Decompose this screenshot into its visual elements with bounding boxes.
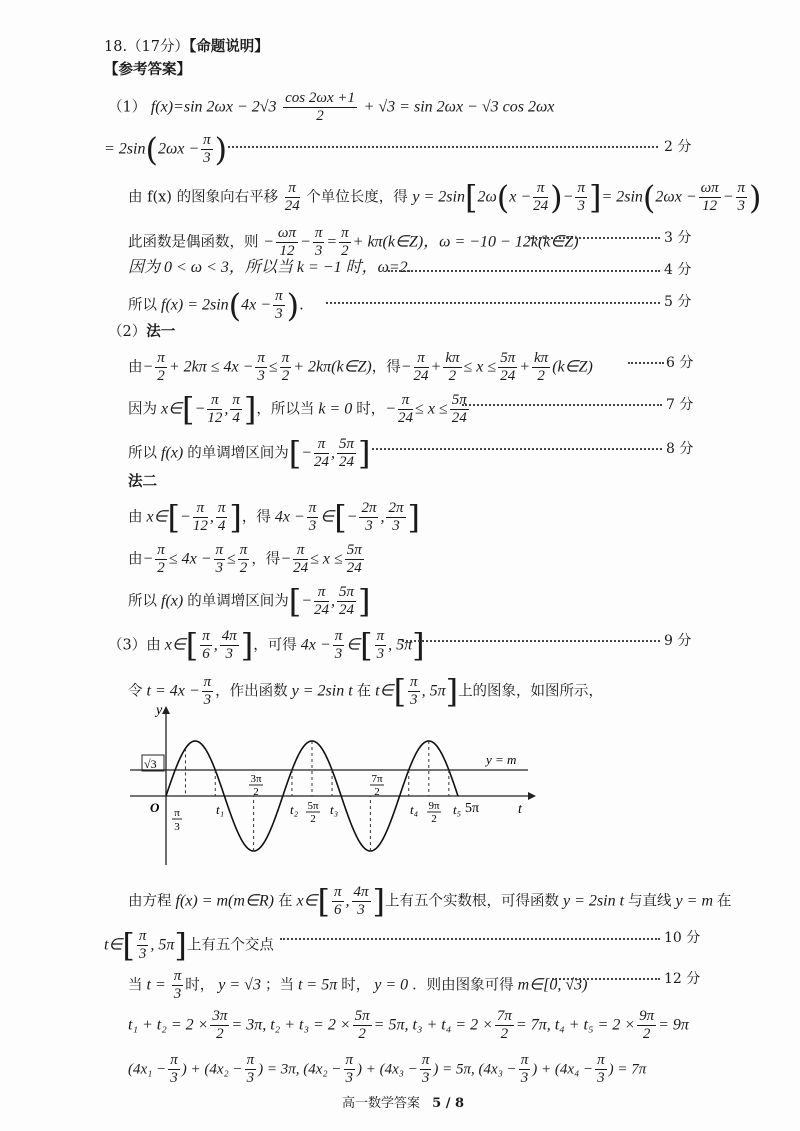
tick-t4: t₄ [410, 802, 419, 817]
line-y-m-label: y = m [486, 752, 517, 767]
tick-5pi2-den: 2 [310, 813, 316, 825]
t-axis-label: t [518, 802, 522, 817]
score-3: 3 分 [664, 230, 692, 246]
score-12: 12 分 [664, 971, 701, 987]
leader-dots [402, 640, 660, 642]
y-axis-arrow [162, 706, 170, 714]
part3-line2: 令 t = 4x − $\frac{\pi}{3}$ ，作出函数 y = 2sin t 在 t∈[ $\frac{\pi}{3}$ , 5π]上的图象，如图所示， [128, 672, 604, 711]
tick-t1: t₁ [216, 802, 225, 817]
part3-line7: (4x₁ − $\frac{\pi}{3}$ ) + (4x₂ − $\frac{\pi}{3}$ ) = 3π, (4x₂ − $\frac{\pi}{3}$ ) + (4x₃ − $\frac{\pi}{3}$ ) = 5π, (4x₃ − $\frac{\pi}{3}$ ) + (4x₄ − $\frac{\pi}{3}$ ) = 7π [128, 1052, 647, 1086]
origin-label: O [150, 800, 160, 815]
y-axis-label: y [156, 703, 163, 718]
part2-m1-line3: 所以 f(x) 的单调增区间为[− $\frac{\pi}{24}$ , $\frac{5\pi}{24}$ ] [128, 434, 371, 473]
score-7: 7 分 [666, 397, 694, 413]
part2-m1-line2: 因为 x∈[− $\frac{\pi}{12}$ , $\frac{\pi}{4}$ ]，所以当 k = 0 时，− $\frac{\pi}{24}$ ≤ x ≤ $\frac{5\pi}{24}$ [128, 390, 467, 429]
part3-line5: 当 t = $\frac{\pi}{3}$ 时， y = √3 ；当 t = 5π 时， y = 0 ．则由图象可得 m∈[0, √3) [128, 968, 588, 1002]
part1-result-line: 所以 f(x) = 2sin(4x − $\frac{\pi}{3}$ ). [128, 286, 304, 325]
leader-dots [552, 978, 660, 980]
part2-m2-line3: 所以 f(x) 的单调增区间为[− $\frac{\pi}{24}$ , $\frac{5\pi}{24}$ ] [128, 582, 371, 621]
leader-dots [280, 938, 660, 940]
part1-line1: （1） f(x)=sin 2ωx − 2√3 $\frac{\cos 2\omega x +1}{2}$ + √3 = sin 2ωx − √3 cos 2ωx [108, 90, 555, 124]
method2-heading: 法二 [128, 473, 157, 490]
score-5: 5 分 [664, 294, 692, 310]
t-axis-arrow [528, 792, 536, 800]
tick-3pi2-den: 2 [253, 786, 259, 798]
score-2: 2 分 [664, 139, 692, 155]
score-6: 6 分 [666, 355, 694, 371]
part1-line2: = 2sin(2ωx − $\frac{\pi}{3}$ ) [104, 130, 228, 169]
page-number: 5 / 8 [432, 1096, 465, 1111]
tick-9pi2: 9π [428, 800, 440, 812]
part2-m2-line1: 由 x∈[− $\frac{\pi}{12}$ , $\frac{\pi}{4}$ ]，得 4x − $\frac{\pi}{3}$ ∈[− $\frac{2\pi}{3}$ , $\frac{2\pi}{3}$ ] [128, 498, 420, 537]
tick-3pi2: 3π [250, 773, 262, 785]
leader-dots [228, 146, 658, 148]
leader-dots [326, 302, 660, 304]
part2-m1-line1: 由− $\frac{\pi}{2}$ + 2kπ ≤ 4x − $\frac{\pi}{3}$ ≤ $\frac{\pi}{2}$ + 2kπ(k∈Z)，得− $\frac{\pi}{24}$ + $\frac{k\pi}{2}$ ≤ x ≤ $\frac{5\pi}{24}$ + $\frac{k\pi}{2}$ (k∈Z) [128, 350, 593, 384]
part3-line4: t∈[ $\frac{\pi}{3}$ , 5π]上有五个交点 [104, 926, 274, 965]
leader-dots [628, 362, 664, 364]
tick-5pi: 5π [465, 801, 480, 816]
part3-line3: 由方程 f(x) = m(m∈R) 在 x∈[ $\frac{\pi}{6}$ , $\frac{4\pi}{3}$ ]上有五个实数根，可得函数 y = 2sin t 与直线 y = m 在 [128, 882, 732, 921]
leader-dots [528, 237, 660, 239]
tick-pi3: π [174, 807, 180, 819]
part2-m2-line2: 由− $\frac{\pi}{2}$ ≤ 4x − $\frac{\pi}{3}$ ≤ $\frac{\pi}{2}$ ，得− $\frac{\pi}{24}$ ≤ x ≤ $\frac{5\pi}{24}$ [128, 542, 362, 576]
score-9: 9 分 [664, 633, 692, 649]
sqrt3-label: √3 [144, 757, 157, 771]
part2-heading: （2）法一 [108, 323, 176, 340]
score-10: 10 分 [664, 930, 701, 946]
footer-text: 高一数学答案 [342, 1096, 421, 1111]
tick-t5: t₅ [453, 802, 462, 817]
part1-range-line: 因为 0 < ω < 3，所以当 k = −1 时，ω=2. [128, 259, 412, 276]
problem-header: 18.（17分）【命题说明】 [104, 38, 269, 55]
tick-7pi2-den: 2 [374, 786, 380, 798]
leader-dots [388, 270, 660, 272]
tick-t3: t₃ [330, 802, 339, 817]
tick-7pi2: 7π [371, 773, 383, 785]
part1-shift-line: 由 f(x) 的图象向右平移 $\frac{\pi}{24}$ 个单位长度，得 y = 2sin[2ω(x − $\frac{\pi}{24}$ )− $\frac{\pi}{3}$ ]= 2sin(2ωx − $\frac{\omega\pi}{12}$ − $\frac{\pi}{3}$ ) [128, 178, 762, 217]
leader-dots [372, 448, 662, 450]
answer-label: 【参考答案】 [104, 61, 191, 78]
score-8: 8 分 [666, 441, 694, 457]
tick-5pi2: 5π [307, 800, 319, 812]
sine-graph [120, 700, 540, 870]
header-title: 【命题说明】 [189, 38, 269, 55]
tick-9pi2-den: 2 [431, 813, 437, 825]
tick-labels [172, 773, 479, 833]
tick-t2: t₂ [290, 802, 299, 817]
score-4: 4 分 [664, 262, 692, 278]
part3-line1: （3）由 x∈[ $\frac{\pi}{6}$ , $\frac{4\pi}{3}$ ]，可得 4x − $\frac{\pi}{3}$ ∈[ $\frac{\pi}{3}$ , 5π] [108, 626, 425, 665]
part3-line6: t₁ + t₂ = 2 × $\frac{3\pi}{2}$ = 3π, t₂ + t₃ = 2 × $\frac{5\pi}{2}$ = 5π, t₃ + t₄ = 2 × $\frac{7\pi}{2}$ = 7π, t₄ + t₅ = 2 × $\frac{9\pi}{2}$ = 9π [128, 1008, 689, 1042]
tick-pi3-den: 3 [174, 821, 180, 833]
leader-dots [462, 404, 662, 406]
page-footer [342, 1094, 464, 1114]
part1-even-line: 此函数是偶函数，则 − $\frac{\omega\pi}{12}$ − $\frac{\pi}{3}$ = $\frac{\pi}{2}$ + kπ(k∈Z)，ω = −10 − 12k(k∈Z) [128, 225, 579, 259]
